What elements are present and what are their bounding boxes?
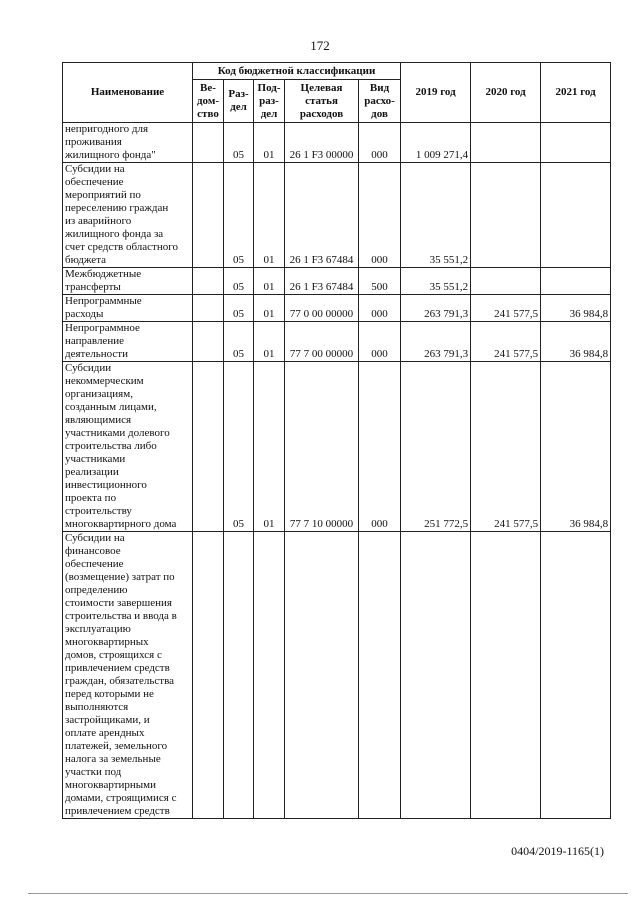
table-row (63, 268, 611, 295)
row-2020 (471, 123, 541, 163)
row-target: 77 7 00 00000 (285, 322, 359, 362)
header-vedomstvo: Ве- дом- ство (193, 80, 224, 123)
row-vedomstvo (193, 123, 224, 163)
row-2020: 241 577,5 (471, 322, 541, 362)
table-row (63, 163, 611, 268)
row-podrazdel: 01 (254, 123, 285, 163)
row-name: Непрограммные расходы (63, 295, 193, 322)
row-2020 (471, 163, 541, 268)
row-2019: 35 551,2 (401, 268, 471, 295)
row-2019: 1 009 271,4 (401, 123, 471, 163)
row-2019: 35 551,2 (401, 163, 471, 268)
row-podrazdel: 01 (254, 295, 285, 322)
row-2021 (541, 268, 611, 295)
row-vid: 000 (359, 123, 401, 163)
header-2020: 2020 год (471, 63, 541, 123)
row-razdel: 05 (224, 163, 254, 268)
row-2020 (471, 532, 541, 819)
row-razdel: 05 (224, 123, 254, 163)
row-vedomstvo (193, 532, 224, 819)
row-name: Непрограммное направление деятельности (63, 322, 193, 362)
row-razdel (224, 532, 254, 819)
header-target-article: Целевая статья расходов (285, 80, 359, 123)
row-2021: 36 984,8 (541, 362, 611, 532)
row-target: 26 1 F3 67484 (285, 163, 359, 268)
row-vedomstvo (193, 295, 224, 322)
row-vid: 000 (359, 362, 401, 532)
row-name: непригодного для проживания жилищного фонда" (63, 123, 193, 163)
row-target: 26 1 F3 67484 (285, 268, 359, 295)
row-vedomstvo (193, 322, 224, 362)
row-name: Субсидии на обеспечение мероприятий по переселению граждан из аварийного жилищного фонда за счет средств областного бюджета (63, 163, 193, 268)
row-2021 (541, 123, 611, 163)
header-expense-type: Вид расхо- дов (359, 80, 401, 123)
table-row (63, 532, 611, 819)
row-name: Субсидии на финансовое обеспечение (возмещение) затрат по определению стоимости завершения строительства и ввода в эксплуатацию многоквартирных домов, строящихся с привлечением средств граждан, обязательства перед которыми не выполняются застройщиками, и оплате арендных платежей, земельного налога за земельные участки под многоквартирными домами, строящимися с привлечением средств (63, 532, 193, 819)
page-number: 172 (310, 38, 330, 53)
row-2019: 263 791,3 (401, 295, 471, 322)
row-2019 (401, 532, 471, 819)
row-target (285, 532, 359, 819)
row-name: Субсидии некоммерческим организациям, созданным лицами, являющимися участниками долевого строительства либо участниками реализации инвестиционного проекта по строительству многоквартирного дома (63, 362, 193, 532)
table-row (63, 295, 611, 322)
row-2020: 241 577,5 (471, 362, 541, 532)
header-name: Наименование (63, 63, 193, 123)
row-vedomstvo (193, 163, 224, 268)
row-2021: 36 984,8 (541, 322, 611, 362)
row-vedomstvo (193, 268, 224, 295)
row-podrazdel: 01 (254, 268, 285, 295)
row-razdel: 05 (224, 362, 254, 532)
budget-table (62, 62, 611, 819)
row-2021 (541, 532, 611, 819)
row-name: Межбюджетные трансферты (63, 268, 193, 295)
row-2021 (541, 163, 611, 268)
row-podrazdel: 01 (254, 322, 285, 362)
row-2020: 241 577,5 (471, 295, 541, 322)
row-2019: 251 772,5 (401, 362, 471, 532)
row-vid: 000 (359, 163, 401, 268)
row-vid: 500 (359, 268, 401, 295)
row-2021: 36 984,8 (541, 295, 611, 322)
table-row (63, 362, 611, 532)
document-code: 0404/2019-1165(1) (511, 844, 604, 858)
header-classification-group: Код бюджетной классификации (193, 63, 401, 80)
row-razdel: 05 (224, 322, 254, 362)
row-razdel: 05 (224, 295, 254, 322)
header-2021: 2021 год (541, 63, 611, 123)
header-2019: 2019 год (401, 63, 471, 123)
row-vid: 000 (359, 295, 401, 322)
row-podrazdel (254, 532, 285, 819)
row-vid (359, 532, 401, 819)
row-vedomstvo (193, 362, 224, 532)
table-row (63, 123, 611, 163)
table-row (63, 322, 611, 362)
row-target: 26 1 F3 00000 (285, 123, 359, 163)
header-podrazdel: Под- раз- дел (254, 80, 285, 123)
row-vid: 000 (359, 322, 401, 362)
row-target: 77 7 10 00000 (285, 362, 359, 532)
row-podrazdel: 01 (254, 163, 285, 268)
row-target: 77 0 00 00000 (285, 295, 359, 322)
row-2019: 263 791,3 (401, 322, 471, 362)
row-podrazdel: 01 (254, 362, 285, 532)
bottom-divider (28, 893, 628, 894)
header-razdel: Раз- дел (224, 80, 254, 123)
row-2020 (471, 268, 541, 295)
row-razdel: 05 (224, 268, 254, 295)
